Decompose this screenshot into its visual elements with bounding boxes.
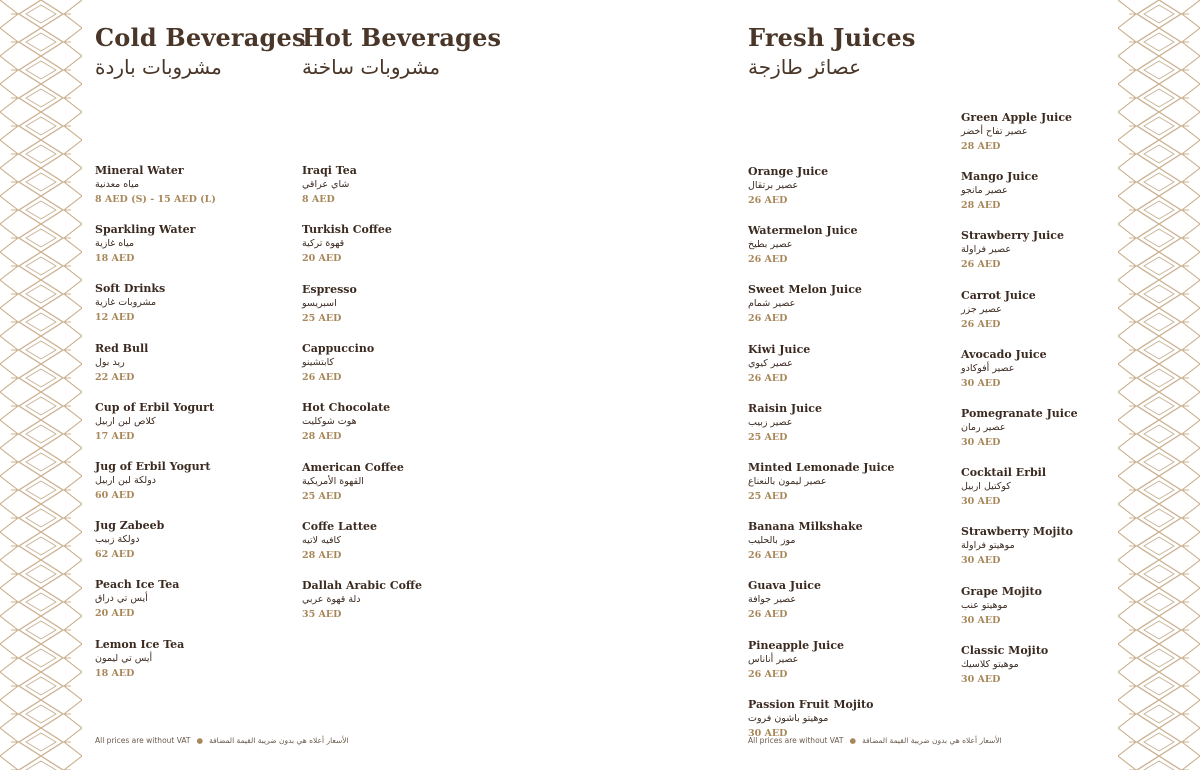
vat-note-arabic: الأسعار أعلاه هي بدون ضريبة القيمة المضافة bbox=[862, 736, 1002, 745]
menu-item bbox=[748, 343, 810, 385]
menu-item bbox=[961, 585, 1042, 627]
item-price: 28 AED bbox=[961, 200, 1001, 212]
item-price: 30 AED bbox=[961, 437, 1001, 448]
item-name-arabic: موهيتو عنب bbox=[961, 599, 1008, 611]
item-name-arabic: عصير كيوي bbox=[748, 357, 793, 369]
item-price: 26 AED bbox=[748, 609, 788, 621]
item-name: Minted Lemonade Juice bbox=[748, 461, 895, 474]
item-price: 60 AED bbox=[95, 490, 135, 501]
vat-footer-right bbox=[748, 736, 1002, 745]
section-title-arabic: عصائر طازجة bbox=[748, 55, 862, 79]
item-name-arabic: موهيتو كلاسيك bbox=[961, 658, 1019, 670]
menu-item bbox=[961, 289, 1036, 331]
item-name-arabic: عصير تفاح أخضر bbox=[961, 126, 1028, 137]
item-name-arabic: القهوة الأمريكية bbox=[302, 475, 364, 487]
item-price: 26 AED bbox=[748, 313, 788, 325]
item-name-arabic: عصير أفوكادو bbox=[961, 362, 1015, 374]
menu-item bbox=[961, 111, 1072, 153]
vat-note-english: All prices are without VAT bbox=[748, 736, 844, 745]
menu-item bbox=[748, 698, 873, 740]
vat-note-english: All prices are without VAT bbox=[95, 736, 191, 745]
item-name: Red Bull bbox=[95, 341, 149, 355]
item-name-arabic: قهوة تركية bbox=[302, 238, 345, 250]
item-name-arabic: كلاص لبن اربيل bbox=[95, 415, 156, 427]
menu-item bbox=[748, 224, 857, 266]
section-title: Fresh Juices bbox=[748, 23, 916, 52]
item-name-arabic: عصير جزر bbox=[961, 303, 1002, 315]
item-name: Jug of Erbil Yogurt bbox=[95, 460, 211, 473]
item-name-arabic: عصير برتقال bbox=[748, 180, 799, 191]
item-price: 18 AED bbox=[95, 667, 135, 679]
item-name-arabic: دولكة زبيب bbox=[95, 534, 140, 546]
item-name: Carrot Juice bbox=[961, 288, 1036, 302]
item-name: Espresso bbox=[302, 282, 357, 296]
section-title: Hot Beverages bbox=[302, 23, 502, 52]
item-name-arabic: عصير جوافة bbox=[748, 594, 797, 606]
item-name: Sweet Melon Juice bbox=[748, 283, 862, 297]
item-price: 28 AED bbox=[961, 141, 1001, 152]
item-price: 12 AED bbox=[95, 312, 135, 324]
menu-item bbox=[748, 165, 828, 207]
item-name: Raisin Juice bbox=[748, 401, 822, 415]
item-name-arabic: موهيتو باشون فروت bbox=[748, 712, 829, 724]
item-price: 25 AED bbox=[302, 490, 342, 502]
item-name-arabic: اسبريسو bbox=[302, 297, 337, 309]
item-price: 22 AED bbox=[95, 371, 135, 383]
item-price: 8 AED bbox=[302, 194, 335, 205]
item-price: 25 AED bbox=[748, 491, 788, 502]
item-price: 25 AED bbox=[748, 431, 788, 443]
item-name-arabic: ريد بول bbox=[95, 356, 125, 368]
item-name: Strawberry Juice bbox=[961, 229, 1064, 243]
item-price: 30 AED bbox=[961, 673, 1001, 685]
item-price: 62 AED bbox=[95, 549, 135, 561]
item-name-arabic: موز بالحليب bbox=[748, 535, 796, 547]
menu-item bbox=[302, 164, 357, 206]
item-price: 8 AED (S) - 15 AED (L) bbox=[95, 194, 216, 205]
item-price: 20 AED bbox=[302, 253, 342, 265]
item-name-arabic: عصير مانجو bbox=[961, 185, 1008, 197]
item-price: 26 AED bbox=[748, 550, 788, 562]
item-name: Soft Drinks bbox=[95, 282, 166, 296]
item-name-arabic: كابتشينو bbox=[302, 356, 335, 368]
item-name-arabic: شاي عراقي bbox=[302, 179, 350, 190]
menu-item bbox=[302, 401, 390, 443]
item-price: 25 AED bbox=[302, 312, 342, 324]
item-name: American Coffee bbox=[302, 460, 404, 474]
item-price: 17 AED bbox=[95, 430, 135, 442]
item-price: 26 AED bbox=[961, 318, 1001, 330]
item-name-arabic: دلة قهوة عربي bbox=[302, 594, 361, 606]
menu-item bbox=[961, 348, 1047, 390]
item-name: Avocado Juice bbox=[961, 347, 1047, 361]
item-price: 26 AED bbox=[748, 668, 788, 680]
menu-item bbox=[961, 525, 1073, 567]
item-name: Mineral Water bbox=[95, 164, 184, 177]
item-name-arabic: عصير رمان bbox=[961, 422, 1006, 433]
item-name: Kiwi Juice bbox=[748, 342, 811, 356]
item-name: Guava Juice bbox=[748, 579, 821, 593]
vat-note-arabic: الأسعار أعلاه هي بدون ضريبة القيمة المضافة bbox=[209, 736, 349, 745]
item-name: Banana Milkshake bbox=[748, 520, 863, 534]
item-name: Sparkling Water bbox=[95, 223, 196, 237]
item-name: Strawberry Mojito bbox=[961, 525, 1074, 539]
item-name: Passion Fruit Mojito bbox=[748, 697, 874, 711]
item-name-arabic: هوت شوكليت bbox=[302, 416, 357, 428]
item-name-arabic: أيس تي دراق bbox=[95, 593, 148, 605]
item-price: 30 AED bbox=[748, 727, 788, 739]
item-price: 30 AED bbox=[961, 614, 1001, 626]
vat-footer-left bbox=[95, 736, 349, 745]
item-name: Watermelon Juice bbox=[748, 224, 858, 238]
menu-item bbox=[95, 223, 195, 265]
menu-item bbox=[95, 578, 179, 620]
item-name: Classic Mojito bbox=[961, 643, 1049, 657]
menu-item bbox=[748, 579, 821, 621]
menu-item bbox=[302, 342, 374, 384]
item-name: Lemon Ice Tea bbox=[95, 637, 185, 651]
section-title-arabic: مشروبات ساخنة bbox=[302, 55, 441, 79]
section-title: Cold Beverages bbox=[95, 23, 306, 52]
item-price: 18 AED bbox=[95, 253, 135, 265]
item-price: 26 AED bbox=[961, 259, 1001, 271]
bullet-icon: ● bbox=[849, 736, 857, 745]
decorative-pattern-right bbox=[1118, 0, 1200, 770]
bullet-icon: ● bbox=[196, 736, 204, 745]
lattice-pattern-icon bbox=[0, 0, 82, 770]
item-name: Pomegranate Juice bbox=[961, 407, 1078, 420]
menu-item bbox=[95, 460, 210, 502]
item-name-arabic: كافيه لاتيه bbox=[302, 534, 341, 546]
item-name: Pineapple Juice bbox=[748, 638, 845, 652]
item-name-arabic: موهيتو فراولة bbox=[961, 540, 1015, 552]
hot-beverages-section bbox=[302, 23, 502, 621]
item-price: 30 AED bbox=[961, 377, 1001, 389]
item-name-arabic: عصير بطيخ bbox=[748, 239, 793, 251]
menu-item bbox=[961, 407, 1078, 449]
section-title-arabic: مشروبات باردة bbox=[95, 55, 222, 79]
menu-item bbox=[302, 223, 392, 265]
lattice-pattern-icon bbox=[1118, 0, 1200, 770]
item-price: 26 AED bbox=[748, 372, 788, 384]
item-price: 30 AED bbox=[961, 496, 1001, 508]
menu-item bbox=[95, 401, 214, 443]
menu-item bbox=[748, 520, 863, 562]
item-name: Cocktail Erbil bbox=[961, 466, 1047, 480]
menu-item bbox=[95, 342, 148, 384]
item-name-arabic: كوكتيل اربيل bbox=[961, 481, 1011, 493]
menu-item bbox=[95, 282, 165, 324]
menu-item bbox=[961, 466, 1046, 508]
menu-item bbox=[302, 283, 357, 325]
item-price: 26 AED bbox=[302, 371, 342, 383]
item-name-arabic: عصير ليمون بالنعناع bbox=[748, 476, 827, 487]
item-name: Jug Zabeeb bbox=[95, 519, 165, 533]
item-name: Coffe Lattee bbox=[302, 519, 377, 533]
item-name: Orange Juice bbox=[748, 165, 829, 178]
fresh-juices-section bbox=[748, 23, 916, 739]
menu-item bbox=[748, 402, 822, 444]
item-name-arabic: مياه معدنية bbox=[95, 179, 140, 190]
menu-item bbox=[748, 283, 862, 325]
item-name: Peach Ice Tea bbox=[95, 578, 180, 592]
item-name: Hot Chocolate bbox=[302, 401, 391, 415]
menu-item bbox=[302, 579, 422, 621]
item-name: Dallah Arabic Coffe bbox=[302, 579, 422, 593]
item-name: Iraqi Tea bbox=[302, 164, 357, 177]
menu-item bbox=[95, 164, 216, 206]
item-price: 26 AED bbox=[748, 254, 788, 266]
menu-item bbox=[961, 229, 1064, 271]
item-price: 26 AED bbox=[748, 195, 788, 206]
item-name-arabic: عصير أناناس bbox=[748, 653, 799, 665]
menu-item bbox=[302, 520, 377, 562]
item-name-arabic: عصير زبيب bbox=[748, 416, 793, 428]
menu-item bbox=[961, 644, 1048, 686]
cold-beverages-section bbox=[95, 23, 306, 679]
item-price: 35 AED bbox=[302, 609, 342, 621]
item-name-arabic: مياه غازية bbox=[95, 238, 135, 250]
item-name: Mango Juice bbox=[961, 170, 1039, 184]
menu-item bbox=[95, 638, 184, 680]
menu-item bbox=[748, 639, 844, 681]
menu-item bbox=[748, 461, 894, 503]
item-name: Green Apple Juice bbox=[961, 111, 1073, 124]
menu-item bbox=[95, 519, 164, 561]
item-name: Cup of Erbil Yogurt bbox=[95, 400, 215, 414]
item-price: 20 AED bbox=[95, 608, 135, 620]
item-name: Turkish Coffee bbox=[302, 223, 392, 237]
item-price: 28 AED bbox=[302, 431, 342, 443]
item-price: 30 AED bbox=[961, 555, 1001, 567]
item-name: Cappuccino bbox=[302, 341, 375, 355]
item-name-arabic: دولكة لبن اربيل bbox=[95, 475, 157, 486]
item-name-arabic: أيس تي ليمون bbox=[95, 652, 153, 664]
item-name-arabic: عصير فراولة bbox=[961, 244, 1012, 256]
menu-item bbox=[302, 461, 404, 503]
item-name: Grape Mojito bbox=[961, 584, 1042, 598]
menu-item bbox=[961, 170, 1038, 212]
item-price: 28 AED bbox=[302, 549, 342, 561]
item-name-arabic: عصير شمام bbox=[748, 298, 796, 310]
decorative-pattern-left bbox=[0, 0, 82, 770]
item-name-arabic: مشروبات غازية bbox=[95, 297, 157, 309]
